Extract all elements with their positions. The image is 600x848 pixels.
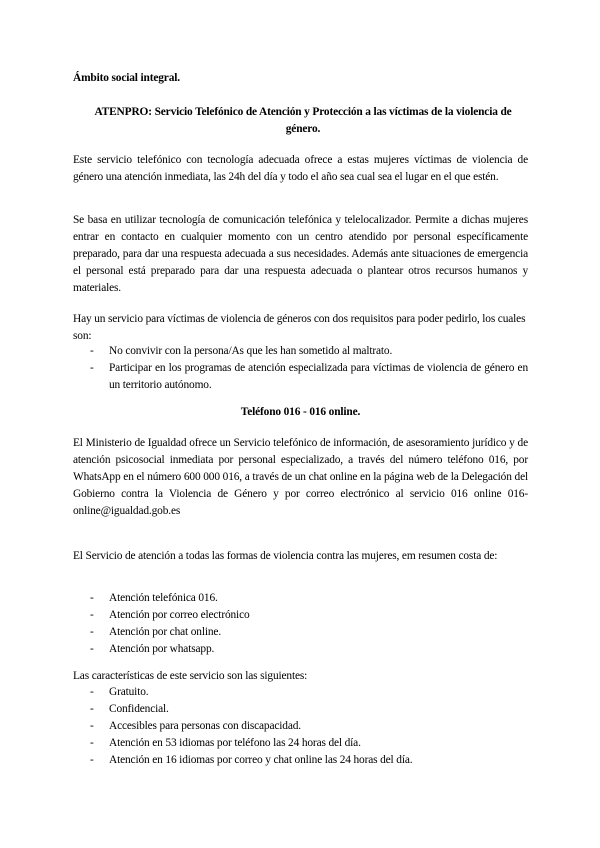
atenpro-title: ATENPRO: Servicio Telefónico de Atención y Protección a las víctimas de la violencia de género. bbox=[94, 106, 512, 135]
list-item: - Atención telefónica 016. bbox=[73, 590, 528, 607]
atenpro-paragraph-3: Hay un servicio para víctimas de violencia de géneros con dos requisitos para poder pedirlo, los cuales son: bbox=[73, 313, 526, 342]
section-heading: Ámbito social integral. bbox=[73, 72, 180, 84]
list-item: - Atención en 16 idiomas por correo y chat online las 24 horas del día. bbox=[73, 752, 528, 769]
atenpro-paragraph-1: Este servicio telefónico con tecnología adecuada ofrece a estas mujeres víctimas de violencia de género una atención inmediata, las 24h del día y todo el año sea cual sea el lugar en el que estén. bbox=[73, 154, 528, 183]
list-item: - Atención por chat online. bbox=[73, 624, 528, 641]
channels-list bbox=[73, 590, 528, 658]
telefono-paragraph-1: El Ministerio de Igualdad ofrece un Servicio telefónico de información, de asesoramiento jurídico y de atención psicosocial inmediata por personal especializado, a través del número teléfono 016, por WhatsApp en el número 600 000 016, a través de un chat online en la página web de la Delegación del Gobierno contra la Violencia de Género y por correo electrónico al servicio 016 online 016-online@igualdad.gob.es bbox=[73, 437, 528, 517]
telefono-title: Teléfono 016 - 016 online. bbox=[240, 406, 361, 418]
telefono-paragraph-3: Las características de este servicio son las siguientes: bbox=[73, 670, 308, 682]
telefono-paragraph-2: El Servicio de atención a todas las formas de violencia contra las mujeres, em resumen costa de: bbox=[73, 550, 498, 562]
list-item: - Atención en 53 idiomas por teléfono las 24 horas del día. bbox=[73, 735, 528, 752]
list-item: - Participar en los programas de atención especializada para víctimas de violencia de género en un territorio autónomo. bbox=[73, 360, 528, 394]
atenpro-paragraph-2: Se basa en utilizar tecnología de comunicación telefónica y telelocalizador. Permite a dichas mujeres entrar en contacto en cualquier momento con un centro atendido por personal específicamente preparado, para dar una respuesta adecuada a sus necesidades. Además ante situaciones de emergencia el personal está preparado para dar una respuesta adecuada o plantear otros recursos humanos y materiales. bbox=[73, 214, 528, 294]
features-list bbox=[73, 684, 528, 769]
list-item: - No convivir con la persona/As que les han sometido al maltrato. bbox=[73, 343, 528, 360]
list-item: - Accesibles para personas con discapacidad. bbox=[73, 718, 528, 735]
list-item: - Confidencial. bbox=[73, 701, 528, 718]
requirements-list bbox=[73, 343, 528, 394]
list-item: - Atención por whatsapp. bbox=[73, 641, 528, 658]
list-item: - Atención por correo electrónico bbox=[73, 607, 528, 624]
list-item: - Gratuito. bbox=[73, 684, 528, 701]
